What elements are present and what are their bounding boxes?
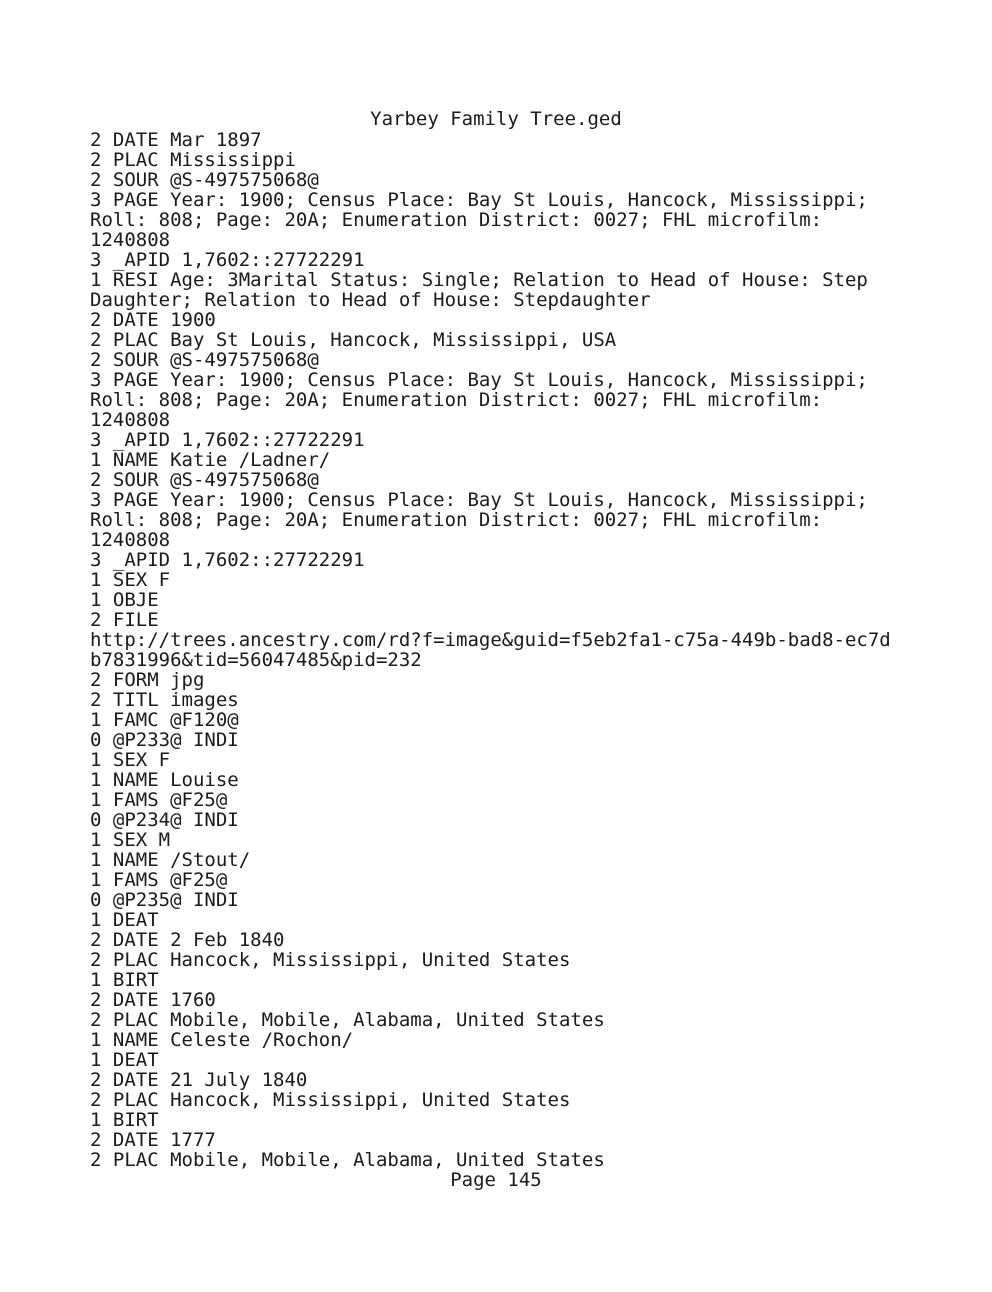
- text-line: 2 SOUR @S-497575068@: [90, 469, 319, 491]
- text-line: 3 PAGE Year: 1900; Census Place: Bay St Louis, Hancock, Mississippi;: [90, 369, 868, 391]
- page-footer: Page 145: [450, 1169, 542, 1191]
- text-line: 2 PLAC Mississippi: [90, 149, 296, 171]
- text-line: 1 DEAT: [90, 1049, 159, 1071]
- text-line: 1 DEAT: [90, 909, 159, 931]
- text-line: 3 PAGE Year: 1900; Census Place: Bay St Louis, Hancock, Mississippi;: [90, 189, 868, 211]
- text-line: b7831996&tid=56047485&pid=232: [90, 649, 422, 671]
- text-line: 2 PLAC Hancock, Mississippi, United States: [90, 1089, 571, 1111]
- text-line: 1 RESI Age: 3Marital Status: Single; Relation to Head of House: Step: [90, 269, 868, 291]
- text-line: 2 PLAC Hancock, Mississippi, United States: [90, 949, 571, 971]
- text-line: 2 DATE 1760: [90, 989, 216, 1011]
- text-line: 2 SOUR @S-497575068@: [90, 169, 319, 191]
- text-line: 1 NAME Katie /Ladner/: [90, 449, 331, 471]
- text-line: 2 DATE Mar 1897: [90, 129, 262, 151]
- text-line: 2 PLAC Mobile, Mobile, Alabama, United States: [90, 1009, 605, 1031]
- text-line: Roll: 808; Page: 20A; Enumeration District: 0027; FHL microfilm:: [90, 209, 823, 231]
- text-line: 1 SEX M: [90, 829, 171, 851]
- text-line: 2 DATE 1900: [90, 309, 216, 331]
- text-line: 3 PAGE Year: 1900; Census Place: Bay St Louis, Hancock, Mississippi;: [90, 489, 868, 511]
- gedcom-text-body: [90, 130, 970, 1170]
- text-line: 3 _APID 1,7602::27722291: [90, 549, 365, 571]
- text-line: 1240808: [90, 409, 171, 431]
- text-line: 1 NAME Louise: [90, 769, 239, 791]
- text-line: 1 SEX F: [90, 749, 171, 771]
- text-line: 1 NAME Celeste /Rochon/: [90, 1029, 354, 1051]
- text-line: 1 NAME /Stout/: [90, 849, 251, 871]
- text-line: 0 @P233@ INDI: [90, 729, 239, 751]
- text-line: 2 DATE 2 Feb 1840: [90, 929, 285, 951]
- text-line: 1 FAMS @F25@: [90, 869, 228, 891]
- text-line: 2 FORM jpg: [90, 669, 205, 691]
- text-line: 3 _APID 1,7602::27722291: [90, 249, 365, 271]
- text-line: 2 TITL images: [90, 689, 239, 711]
- text-line: 2 SOUR @S-497575068@: [90, 349, 319, 371]
- text-line: 1 SEX F: [90, 569, 171, 591]
- page-header: Yarbey Family Tree.ged: [370, 108, 622, 130]
- text-line: 1 BIRT: [90, 969, 159, 991]
- text-line: 1 BIRT: [90, 1109, 159, 1131]
- text-line: 2 FILE: [90, 609, 159, 631]
- text-line: 0 @P235@ INDI: [90, 889, 239, 911]
- text-line: 0 @P234@ INDI: [90, 809, 239, 831]
- text-line: Roll: 808; Page: 20A; Enumeration District: 0027; FHL microfilm:: [90, 509, 823, 531]
- text-line: 2 PLAC Bay St Louis, Hancock, Mississippi, USA: [90, 329, 617, 351]
- text-line: 1240808: [90, 529, 171, 551]
- text-line: 2 DATE 1777: [90, 1129, 216, 1151]
- text-line: 2 DATE 21 July 1840: [90, 1069, 308, 1091]
- text-line: 1240808: [90, 229, 171, 251]
- text-line: 2 PLAC Mobile, Mobile, Alabama, United States: [90, 1149, 605, 1171]
- text-line: 3 _APID 1,7602::27722291: [90, 429, 365, 451]
- text-line: Daughter; Relation to Head of House: Stepdaughter: [90, 289, 651, 311]
- text-line: 1 FAMS @F25@: [90, 789, 228, 811]
- text-line: Roll: 808; Page: 20A; Enumeration District: 0027; FHL microfilm:: [90, 389, 823, 411]
- text-line: 1 FAMC @F120@: [90, 709, 239, 731]
- text-line: 1 OBJE: [90, 589, 159, 611]
- text-line: http://trees.ancestry.com/rd?f=image&guid=f5eb2fa1-c75a-449b-bad8-ec7d: [90, 629, 891, 651]
